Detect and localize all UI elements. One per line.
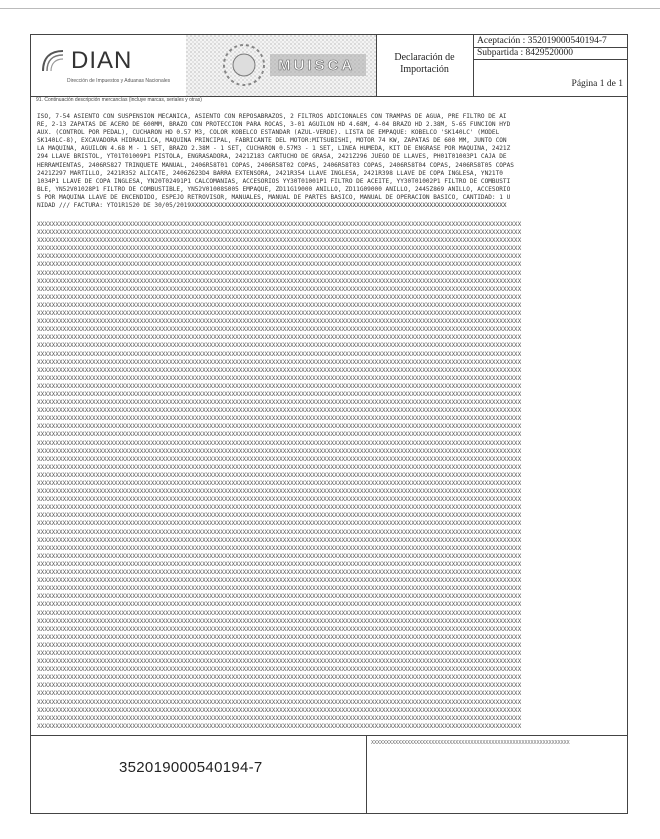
void-fill-row: XXXXXXXXXXXXXXXXXXXXXXXXXXXXXXXXXXXXXXXXXXXXXXXXXXXXXXXXXXXXXXXXXXXXXXXXXXXXXXXXXXXXXXXXXXXXXXXXXXXXXXXXXXXXXXXXXXXXXXXXXXXXXXXXXXXX — [37, 237, 522, 245]
void-fill-row: XXXXXXXXXXXXXXXXXXXXXXXXXXXXXXXXXXXXXXXXXXXXXXXXXXXXXXXXXXXXXXXXXXXXXXXXXXXXXXXXXXXXXXXXXXXXXXXXXXXXXXXXXXXXXXXXXXXXXXXXXXXXXXXXXXXX — [37, 520, 522, 528]
description-line: RE, 2-13 ZAPATAS DE ACERO DE 600MM, BRAZO CON PROTECCION PARA ROCAS, 3-01 AGUILON HD 4.68M, 4-04 BRAZO HD 2.38M, 5-65 FUNCION HYD — [37, 121, 511, 129]
void-fill-row: XXXXXXXXXXXXXXXXXXXXXXXXXXXXXXXXXXXXXXXXXXXXXXXXXXXXXXXXXXXXXXXXXXXXXXXXXXXXXXXXXXXXXXXXXXXXXXXXXXXXXXXXXXXXXXXXXXXXXXXXXXXXXXXXXXXX — [37, 374, 522, 382]
void-fill-row: XXXXXXXXXXXXXXXXXXXXXXXXXXXXXXXXXXXXXXXXXXXXXXXXXXXXXXXXXXXXXXXXXXXXXXXXXXXXXXXXXXXXXXXXXXXXXXXXXXXXXXXXXXXXXXXXXXXXXXXXXXXXXXXXXXXX — [37, 480, 522, 487]
void-fill-row: XXXXXXXXXXXXXXXXXXXXXXXXXXXXXXXXXXXXXXXXXXXXXXXXXXXXXXXXXXXXXXXXXXXXXXXXXXXXXXXXXXXXXXXXXXXXXXXXXXXXXXXXXXXXXXXXXXXXXXXXXXXXXXXXXXXX — [37, 407, 522, 415]
void-fill-row: XXXXXXXXXXXXXXXXXXXXXXXXXXXXXXXXXXXXXXXXXXXXXXXXXXXXXXXXXXXXXXXXXXXXXXXXXXXXXXXXXXXXXXXXXXXXXXXXXXXXXXXXXXXXXXXXXXXXXXXXXXXXXXXXXXXX — [37, 666, 522, 674]
void-fill-row: XXXXXXXXXXXXXXXXXXXXXXXXXXXXXXXXXXXXXXXXXXXXXXXXXXXXXXXXXXXXXXXXXXXXXXXXXXXXXXXXXXXXXXXXXXXXXXXXXXXXXXXXXXXXXXXXXXXXXXXXXXXXXXXXXXXX — [37, 301, 522, 309]
description-line: LA MAQUINA, AGUILON 4.68 M - 1 SET, BRAZO 2.38M - 1 SET, CUCHARON 0.57M3 - 1 SET, LINEA HUMEDA, KIT DE ENGRASE POR MAQUINA, 2421Z — [37, 145, 511, 153]
void-fill-row: XXXXXXXXXXXXXXXXXXXXXXXXXXXXXXXXXXXXXXXXXXXXXXXXXXXXXXXXXXXXXXXXXXXXXXXXXXXXXXXXXXXXXXXXXXXXXXXXXXXXXXXXXXXXXXXXXXXXXXXXXXXXXXXXXXXX — [37, 423, 522, 431]
void-fill-row: XXXXXXXXXXXXXXXXXXXXXXXXXXXXXXXXXXXXXXXXXXXXXXXXXXXXXXXXXXXXXXXXXXXXXXXXXXXXXXXXXXXXXXXXXXXXXXXXXXXXXXXXXXXXXXXXXXXXXXXXXXXXXXXXXXXX — [37, 714, 522, 722]
void-fill-row: XXXXXXXXXXXXXXXXXXXXXXXXXXXXXXXXXXXXXXXXXXXXXXXXXXXXXXXXXXXXXXXXXXXXXXXXXXXXXXXXXXXXXXXXXXXXXXXXXXXXXXXXXXXXXXXXXXXXXXXXXXXXXXXXXXXX — [37, 350, 522, 358]
void-fill-row: XXXXXXXXXXXXXXXXXXXXXXXXXXXXXXXXXXXXXXXXXXXXXXXXXXXXXXXXXXXXXXXXXXXXXXXXXXXXXXXXXXXXXXXXXXXXXXXXXXXXXXXXXXXXXXXXXXXXXXXXXXXXXXXXXXXX — [37, 326, 522, 334]
void-fill-row: XXXXXXXXXXXXXXXXXXXXXXXXXXXXXXXXXXXXXXXXXXXXXXXXXXXXXXXXXXXXXXXXXXXXXXXXXXXXXXXXXXXXXXXXXXXXXXXXXXXXXXXXXXXXXXXXXXXXXXXXXXXXXXXXXXXX — [37, 269, 522, 277]
void-fill-row: XXXXXXXXXXXXXXXXXXXXXXXXXXXXXXXXXXXXXXXXXXXXXXXXXXXXXXXXXXXXXXXXXXXXXXXXXXXXXXXXXXXXXXXXXXXXXXXXXXXXXXXXXXXXXXXXXXXXXXXXXXXXXXXXXXXX — [37, 293, 522, 301]
void-fill-row: XXXXXXXXXXXXXXXXXXXXXXXXXXXXXXXXXXXXXXXXXXXXXXXXXXXXXXXXXXXXXXXXXXXXXXXXXXXXXXXXXXXXXXXXXXXXXXXXXXXXXXXXXXXXXXXXXXXXXXXXXXXXXXXXXXXX — [37, 560, 522, 568]
void-fill-row: XXXXXXXXXXXXXXXXXXXXXXXXXXXXXXXXXXXXXXXXXXXXXXXXXXXXXXXXXXXXXXXXXXXXXXXXXXXXXXXXXXXXXXXXXXXXXXXXXXXXXXXXXXXXXXXXXXXXXXXXXXXXXXXXXXXX — [37, 609, 522, 617]
footer-void-fill: XXXXXXXXXXXXXXXXXXXXXXXXXXXXXXXXXXXXXXXXXXXXXXXXXXXXXXXXXXXXXXXXXX — [371, 740, 570, 746]
description-line: AUX. (CONTROL POR PEDAL), CUCHARON HD 0.57 M3, COLOR KOBELCO ESTANDAR (AZUL-VERDE). LISTA DE EMPAQUE: KOBELCO 'SK140LC' (MODEL — [37, 129, 500, 137]
description-line: 2421Z297 MARTILLO, 2421R352 ALICATE, 2406Z623D4 BARRA EXTENSORA, 2421R354 LLAVE INGLESA, 2421R398 LLAVE DE COPA INGLESA, YN21T0 — [37, 169, 503, 177]
void-fill-row: XXXXXXXXXXXXXXXXXXXXXXXXXXXXXXXXXXXXXXXXXXXXXXXXXXXXXXXXXXXXXXXXXXXXXXXXXXXXXXXXXXXXXXXXXXXXXXXXXXXXXXXXXXXXXXXXXXXXXXXXXXXXXXXXXXXX — [37, 512, 522, 520]
muisca-banner — [186, 35, 377, 96]
void-fill-row: XXXXXXXXXXXXXXXXXXXXXXXXXXXXXXXXXXXXXXXXXXXXXXXXXXXXXXXXXXXXXXXXXXXXXXXXXXXXXXXXXXXXXXXXXXXXXXXXXXXXXXXXXXXXXXXXXXXXXXXXXXXXXXXXXXXX — [37, 431, 522, 439]
void-fill-row: XXXXXXXXXXXXXXXXXXXXXXXXXXXXXXXXXXXXXXXXXXXXXXXXXXXXXXXXXXXXXXXXXXXXXXXXXXXXXXXXXXXXXXXXXXXXXXXXXXXXXXXXXXXXXXXXXXXXXXXXXXXXXXXXXXXX — [37, 569, 522, 577]
void-fill-row: XXXXXXXXXXXXXXXXXXXXXXXXXXXXXXXXXXXXXXXXXXXXXXXXXXXXXXXXXXXXXXXXXXXXXXXXXXXXXXXXXXXXXXXXXXXXXXXXXXXXXXXXXXXXXXXXXXXXXXXXXXXXXXXXXXXX — [37, 504, 522, 512]
void-fill-row: XXXXXXXXXXXXXXXXXXXXXXXXXXXXXXXXXXXXXXXXXXXXXXXXXXXXXXXXXXXXXXXXXXXXXXXXXXXXXXXXXXXXXXXXXXXXXXXXXXXXXXXXXXXXXXXXXXXXXXXXXXXXXXXXXXXX — [37, 382, 522, 390]
footer-divider — [366, 736, 367, 814]
void-fill-row: XXXXXXXXXXXXXXXXXXXXXXXXXXXXXXXXXXXXXXXXXXXXXXXXXXXXXXXXXXXXXXXXXXXXXXXXXXXXXXXXXXXXXXXXXXXXXXXXXXXXXXXXXXXXXXXXXXXXXXXXXXXXXXXXXXXX — [37, 358, 522, 366]
void-fill-area — [37, 221, 625, 734]
form-title-line-2: Importación — [400, 64, 449, 75]
void-fill-row: XXXXXXXXXXXXXXXXXXXXXXXXXXXXXXXXXXXXXXXXXXXXXXXXXXXXXXXXXXXXXXXXXXXXXXXXXXXXXXXXXXXXXXXXXXXXXXXXXXXXXXXXXXXXXXXXXXXXXXXXXXXXXXXXXXXX — [37, 496, 522, 504]
void-fill-row: XXXXXXXXXXXXXXXXXXXXXXXXXXXXXXXXXXXXXXXXXXXXXXXXXXXXXXXXXXXXXXXXXXXXXXXXXXXXXXXXXXXXXXXXXXXXXXXXXXXXXXXXXXXXXXXXXXXXXXXXXXXXXXXXXXXX — [37, 585, 522, 593]
dian-logo-subtitle: Dirección de Impuestos y Aduanas Nacionales — [67, 78, 171, 84]
void-fill-row: XXXXXXXXXXXXXXXXXXXXXXXXXXXXXXXXXXXXXXXXXXXXXXXXXXXXXXXXXXXXXXXXXXXXXXXXXXXXXXXXXXXXXXXXXXXXXXXXXXXXXXXXXXXXXXXXXXXXXXXXXXXXXXXXXXXX — [37, 528, 522, 536]
void-fill-row: XXXXXXXXXXXXXXXXXXXXXXXXXXXXXXXXXXXXXXXXXXXXXXXXXXXXXXXXXXXXXXXXXXXXXXXXXXXXXXXXXXXXXXXXXXXXXXXXXXXXXXXXXXXXXXXXXXXXXXXXXXXXXXXXXXXX — [37, 221, 522, 228]
description-line: 1034P1 LLAVE DE COPA INGLESA, YN20T02491P1 CALCOMANIAS, ACCESORIOS YY30T01001P1 FILTRO DE ACEITE, YY30T01002P1 FILTRO DE COMBUSTI — [37, 177, 511, 185]
dian-logo-box — [31, 35, 187, 96]
void-fill-row: XXXXXXXXXXXXXXXXXXXXXXXXXXXXXXXXXXXXXXXXXXXXXXXXXXXXXXXXXXXXXXXXXXXXXXXXXXXXXXXXXXXXXXXXXXXXXXXXXXXXXXXXXXXXXXXXXXXXXXXXXXXXXXXXXXXX — [37, 649, 522, 657]
void-fill-row: XXXXXXXXXXXXXXXXXXXXXXXXXXXXXXXXXXXXXXXXXXXXXXXXXXXXXXXXXXXXXXXXXXXXXXXXXXXXXXXXXXXXXXXXXXXXXXXXXXXXXXXXXXXXXXXXXXXXXXXXXXXXXXXXXXXX — [37, 536, 522, 544]
void-fill-row: XXXXXXXXXXXXXXXXXXXXXXXXXXXXXXXXXXXXXXXXXXXXXXXXXXXXXXXXXXXXXXXXXXXXXXXXXXXXXXXXXXXXXXXXXXXXXXXXXXXXXXXXXXXXXXXXXXXXXXXXXXXXXXXXXXXX — [37, 285, 522, 293]
void-fill-row: XXXXXXXXXXXXXXXXXXXXXXXXXXXXXXXXXXXXXXXXXXXXXXXXXXXXXXXXXXXXXXXXXXXXXXXXXXXXXXXXXXXXXXXXXXXXXXXXXXXXXXXXXXXXXXXXXXXXXXXXXXXXXXXXXXXX — [37, 593, 522, 601]
void-fill-row: XXXXXXXXXXXXXXXXXXXXXXXXXXXXXXXXXXXXXXXXXXXXXXXXXXXXXXXXXXXXXXXXXXXXXXXXXXXXXXXXXXXXXXXXXXXXXXXXXXXXXXXXXXXXXXXXXXXXXXXXXXXXXXXXXXXX — [37, 366, 522, 374]
void-fill-row: XXXXXXXXXXXXXXXXXXXXXXXXXXXXXXXXXXXXXXXXXXXXXXXXXXXXXXXXXXXXXXXXXXXXXXXXXXXXXXXXXXXXXXXXXXXXXXXXXXXXXXXXXXXXXXXXXXXXXXXXXXXXXXXXXXXX — [37, 690, 522, 698]
void-fill-row: XXXXXXXXXXXXXXXXXXXXXXXXXXXXXXXXXXXXXXXXXXXXXXXXXXXXXXXXXXXXXXXXXXXXXXXXXXXXXXXXXXXXXXXXXXXXXXXXXXXXXXXXXXXXXXXXXXXXXXXXXXXXXXXXXXXX — [37, 471, 522, 479]
acceptance-number: Aceptación : 352019000540194-7 — [477, 36, 607, 46]
void-fill-row: XXXXXXXXXXXXXXXXXXXXXXXXXXXXXXXXXXXXXXXXXXXXXXXXXXXXXXXXXXXXXXXXXXXXXXXXXXXXXXXXXXXXXXXXXXXXXXXXXXXXXXXXXXXXXXXXXXXXXXXXXXXXXXXXXXXX — [37, 488, 522, 496]
dian-emblem-icon — [39, 47, 67, 75]
dian-logo-text: DIAN — [71, 47, 133, 74]
void-fill-row: XXXXXXXXXXXXXXXXXXXXXXXXXXXXXXXXXXXXXXXXXXXXXXXXXXXXXXXXXXXXXXXXXXXXXXXXXXXXXXXXXXXXXXXXXXXXXXXXXXXXXXXXXXXXXXXXXXXXXXXXXXXXXXXXXXXX — [37, 229, 522, 237]
void-fill-row: XXXXXXXXXXXXXXXXXXXXXXXXXXXXXXXXXXXXXXXXXXXXXXXXXXXXXXXXXXXXXXXXXXXXXXXXXXXXXXXXXXXXXXXXXXXXXXXXXXXXXXXXXXXXXXXXXXXXXXXXXXXXXXXXXXXX — [37, 447, 522, 455]
void-fill-row: XXXXXXXXXXXXXXXXXXXXXXXXXXXXXXXXXXXXXXXXXXXXXXXXXXXXXXXXXXXXXXXXXXXXXXXXXXXXXXXXXXXXXXXXXXXXXXXXXXXXXXXXXXXXXXXXXXXXXXXXXXXXXXXXXXXX — [37, 390, 522, 398]
void-fill-row: XXXXXXXXXXXXXXXXXXXXXXXXXXXXXXXXXXXXXXXXXXXXXXXXXXXXXXXXXXXXXXXXXXXXXXXXXXXXXXXXXXXXXXXXXXXXXXXXXXXXXXXXXXXXXXXXXXXXXXXXXXXXXXXXXXXX — [37, 577, 522, 585]
void-fill-row: XXXXXXXXXXXXXXXXXXXXXXXXXXXXXXXXXXXXXXXXXXXXXXXXXXXXXXXXXXXXXXXXXXXXXXXXXXXXXXXXXXXXXXXXXXXXXXXXXXXXXXXXXXXXXXXXXXXXXXXXXXXXXXXXXXXX — [37, 617, 522, 625]
void-fill-row: XXXXXXXXXXXXXXXXXXXXXXXXXXXXXXXXXXXXXXXXXXXXXXXXXXXXXXXXXXXXXXXXXXXXXXXXXXXXXXXXXXXXXXXXXXXXXXXXXXXXXXXXXXXXXXXXXXXXXXXXXXXXXXXXXXXX — [37, 253, 522, 261]
subheading-code: Subpartida : 8429520000 — [477, 48, 574, 58]
void-fill-row: XXXXXXXXXXXXXXXXXXXXXXXXXXXXXXXXXXXXXXXXXXXXXXXXXXXXXXXXXXXXXXXXXXXXXXXXXXXXXXXXXXXXXXXXXXXXXXXXXXXXXXXXXXXXXXXXXXXXXXXXXXXXXXXXXXXX — [37, 552, 522, 560]
void-fill-row: XXXXXXXXXXXXXXXXXXXXXXXXXXXXXXXXXXXXXXXXXXXXXXXXXXXXXXXXXXXXXXXXXXXXXXXXXXXXXXXXXXXXXXXXXXXXXXXXXXXXXXXXXXXXXXXXXXXXXXXXXXXXXXXXXXXX — [37, 674, 522, 682]
scan-edge-line — [0, 8, 660, 9]
void-fill-row: XXXXXXXXXXXXXXXXXXXXXXXXXXXXXXXXXXXXXXXXXXXXXXXXXXXXXXXXXXXXXXXXXXXXXXXXXXXXXXXXXXXXXXXXXXXXXXXXXXXXXXXXXXXXXXXXXXXXXXXXXXXXXXXXXXXX — [37, 698, 522, 706]
muisca-banner-text: MUISCA — [278, 57, 356, 74]
goods-description-text — [37, 113, 625, 223]
description-line: ISO, 7-54 ASIENTO CON SUSPENSION MECANICA, ASIENTO CON REPOSABRAZOS, 2 FILTROS ADICIONALES CON TRAMPAS DE AGUA, PRE FILTRO DE AI — [37, 113, 507, 120]
void-fill-row: XXXXXXXXXXXXXXXXXXXXXXXXXXXXXXXXXXXXXXXXXXXXXXXXXXXXXXXXXXXXXXXXXXXXXXXXXXXXXXXXXXXXXXXXXXXXXXXXXXXXXXXXXXXXXXXXXXXXXXXXXXXXXXXXXXXX — [37, 399, 522, 407]
description-line: SK140LC-8), EXCAVADORA HIDRAULICA, MAQUINA PRINCIPAL, FABRICANTE DEL MOTOR:MITSUBISHI, MOTOR 74 KW, ZAPATAS DE 600 MM, JUNTO CON — [37, 137, 507, 145]
void-fill-row: XXXXXXXXXXXXXXXXXXXXXXXXXXXXXXXXXXXXXXXXXXXXXXXXXXXXXXXXXXXXXXXXXXXXXXXXXXXXXXXXXXXXXXXXXXXXXXXXXXXXXXXXXXXXXXXXXXXXXXXXXXXXXXXXXXXX — [37, 706, 522, 714]
void-fill-row: XXXXXXXXXXXXXXXXXXXXXXXXXXXXXXXXXXXXXXXXXXXXXXXXXXXXXXXXXXXXXXXXXXXXXXXXXXXXXXXXXXXXXXXXXXXXXXXXXXXXXXXXXXXXXXXXXXXXXXXXXXXXXXXXXXXX — [37, 334, 522, 342]
void-fill-row: XXXXXXXXXXXXXXXXXXXXXXXXXXXXXXXXXXXXXXXXXXXXXXXXXXXXXXXXXXXXXXXXXXXXXXXXXXXXXXXXXXXXXXXXXXXXXXXXXXXXXXXXXXXXXXXXXXXXXXXXXXXXXXXXXXXX — [37, 277, 522, 285]
description-line: BLE, YN52V01028P1 FILTRO DE COMBUSTIBLE, YN52V01008S005 EMPAQUE, ZD11G19000 ANILLO, ZD11G09000 ANILLO, 2445Z869 ANILLO, ACCESORIO — [37, 185, 511, 193]
void-fill-row: XXXXXXXXXXXXXXXXXXXXXXXXXXXXXXXXXXXXXXXXXXXXXXXXXXXXXXXXXXXXXXXXXXXXXXXXXXXXXXXXXXXXXXXXXXXXXXXXXXXXXXXXXXXXXXXXXXXXXXXXXXXXXXXXXXXX — [37, 625, 522, 633]
form-footer — [31, 735, 627, 814]
void-fill-row: XXXXXXXXXXXXXXXXXXXXXXXXXXXXXXXXXXXXXXXXXXXXXXXXXXXXXXXXXXXXXXXXXXXXXXXXXXXXXXXXXXXXXXXXXXXXXXXXXXXXXXXXXXXXXXXXXXXXXXXXXXXXXXXXXXXX — [37, 601, 522, 609]
void-fill-row: XXXXXXXXXXXXXXXXXXXXXXXXXXXXXXXXXXXXXXXXXXXXXXXXXXXXXXXXXXXXXXXXXXXXXXXXXXXXXXXXXXXXXXXXXXXXXXXXXXXXXXXXXXXXXXXXXXXXXXXXXXXXXXXXXXXX — [37, 415, 522, 423]
description-line: HERRAMIENTAS, 2406R5827 TRINQUETE MANUAL, 2406R58T01 COPAS, 2406R58T02 COPAS, 2406R58T03 COPAS, 2406R58T04 COPAS, 2406R58T05 COPAS — [37, 161, 514, 169]
description-field-label: 91. Continuación descripción mercancías (incluye marcas, seriales y otras) — [36, 97, 202, 103]
void-fill-row: XXXXXXXXXXXXXXXXXXXXXXXXXXXXXXXXXXXXXXXXXXXXXXXXXXXXXXXXXXXXXXXXXXXXXXXXXXXXXXXXXXXXXXXXXXXXXXXXXXXXXXXXXXXXXXXXXXXXXXXXXXXXXXXXXXXX — [37, 463, 522, 471]
reference-box — [473, 35, 627, 96]
form-title-box — [376, 35, 474, 96]
form-header — [31, 35, 627, 97]
void-fill-row: XXXXXXXXXXXXXXXXXXXXXXXXXXXXXXXXXXXXXXXXXXXXXXXXXXXXXXXXXXXXXXXXXXXXXXXXXXXXXXXXXXXXXXXXXXXXXXXXXXXXXXXXXXXXXXXXXXXXXXXXXXXXXXXXXXXX — [37, 261, 522, 269]
void-fill-row: XXXXXXXXXXXXXXXXXXXXXXXXXXXXXXXXXXXXXXXXXXXXXXXXXXXXXXXXXXXXXXXXXXXXXXXXXXXXXXXXXXXXXXXXXXXXXXXXXXXXXXXXXXXXXXXXXXXXXXXXXXXXXXXXXXXX — [37, 658, 522, 666]
void-fill-row: XXXXXXXXXXXXXXXXXXXXXXXXXXXXXXXXXXXXXXXXXXXXXXXXXXXXXXXXXXXXXXXXXXXXXXXXXXXXXXXXXXXXXXXXXXXXXXXXXXXXXXXXXXXXXXXXXXXXXXXXXXXXXXXXXXXX — [37, 544, 522, 552]
void-fill-row: XXXXXXXXXXXXXXXXXXXXXXXXXXXXXXXXXXXXXXXXXXXXXXXXXXXXXXXXXXXXXXXXXXXXXXXXXXXXXXXXXXXXXXXXXXXXXXXXXXXXXXXXXXXXXXXXXXXXXXXXXXXXXXXXXXXX — [37, 245, 522, 253]
void-fill-row: XXXXXXXXXXXXXXXXXXXXXXXXXXXXXXXXXXXXXXXXXXXXXXXXXXXXXXXXXXXXXXXXXXXXXXXXXXXXXXXXXXXXXXXXXXXXXXXXXXXXXXXXXXXXXXXXXXXXXXXXXXXXXXXXXXXX — [37, 342, 522, 350]
document-number: 352019000540194-7 — [119, 759, 263, 776]
description-line: 294 LLAVE BRISTOL, YT01T01009P1 PISTOLA, ENGRASADORA, 2421Z183 CARTUCHO DE GRASA, 2421Z296 JUEGO DE LLAVES, PH01T01003P1 CAJA DE — [37, 153, 507, 161]
void-fill-row: XXXXXXXXXXXXXXXXXXXXXXXXXXXXXXXXXXXXXXXXXXXXXXXXXXXXXXXXXXXXXXXXXXXXXXXXXXXXXXXXXXXXXXXXXXXXXXXXXXXXXXXXXXXXXXXXXXXXXXXXXXXXXXXXXXXX — [37, 682, 522, 690]
void-fill-row: XXXXXXXXXXXXXXXXXXXXXXXXXXXXXXXXXXXXXXXXXXXXXXXXXXXXXXXXXXXXXXXXXXXXXXXXXXXXXXXXXXXXXXXXXXXXXXXXXXXXXXXXXXXXXXXXXXXXXXXXXXXXXXXXXXXX — [37, 318, 522, 326]
void-fill-row: XXXXXXXXXXXXXXXXXXXXXXXXXXXXXXXXXXXXXXXXXXXXXXXXXXXXXXXXXXXXXXXXXXXXXXXXXXXXXXXXXXXXXXXXXXXXXXXXXXXXXXXXXXXXXXXXXXXXXXXXXXXXXXXXXXXX — [37, 633, 522, 641]
void-fill-row: XXXXXXXXXXXXXXXXXXXXXXXXXXXXXXXXXXXXXXXXXXXXXXXXXXXXXXXXXXXXXXXXXXXXXXXXXXXXXXXXXXXXXXXXXXXXXXXXXXXXXXXXXXXXXXXXXXXXXXXXXXXXXXXXXXXX — [37, 722, 522, 730]
void-fill-row: XXXXXXXXXXXXXXXXXXXXXXXXXXXXXXXXXXXXXXXXXXXXXXXXXXXXXXXXXXXXXXXXXXXXXXXXXXXXXXXXXXXXXXXXXXXXXXXXXXXXXXXXXXXXXXXXXXXXXXXXXXXXXXXXXXXX — [37, 641, 522, 649]
page-counter: Página 1 de 1 — [571, 79, 623, 89]
void-fill-row: XXXXXXXXXXXXXXXXXXXXXXXXXXXXXXXXXXXXXXXXXXXXXXXXXXXXXXXXXXXXXXXXXXXXXXXXXXXXXXXXXXXXXXXXXXXXXXXXXXXXXXXXXXXXXXXXXXXXXXXXXXXXXXXXXXXX — [37, 455, 522, 463]
description-line: S POR MAQUINA LLAVE DE ENCENDIDO, ESPEJO RETROVISOR, MANUALES, MANUAL DE PARTES BASICO, MANUAL DE OPERACION BASICO, CANTIDAD: 1 U — [37, 193, 511, 201]
void-fill-row: XXXXXXXXXXXXXXXXXXXXXXXXXXXXXXXXXXXXXXXXXXXXXXXXXXXXXXXXXXXXXXXXXXXXXXXXXXXXXXXXXXXXXXXXXXXXXXXXXXXXXXXXXXXXXXXXXXXXXXXXXXXXXXXXXXXX — [37, 439, 522, 447]
void-fill-row: XXXXXXXXXXXXXXXXXXXXXXXXXXXXXXXXXXXXXXXXXXXXXXXXXXXXXXXXXXXXXXXXXXXXXXXXXXXXXXXXXXXXXXXXXXXXXXXXXXXXXXXXXXXXXXXXXXXXXXXXXXXXXXXXXXXX — [37, 310, 522, 318]
description-line: NIDAD /// FACTURA: YTO1R1520 DE 30/05/2019XXXXXXXXXXXXXXXXXXXXXXXXXXXXXXXXXXXXXXXXXXXXXXXXXXXXXXXXXXXXXXXXXXXXXXXXXXXXXXXXXXXXXX — [37, 202, 507, 210]
import-declaration-form — [30, 34, 628, 814]
form-title-line-1: Declaración de — [394, 52, 455, 63]
